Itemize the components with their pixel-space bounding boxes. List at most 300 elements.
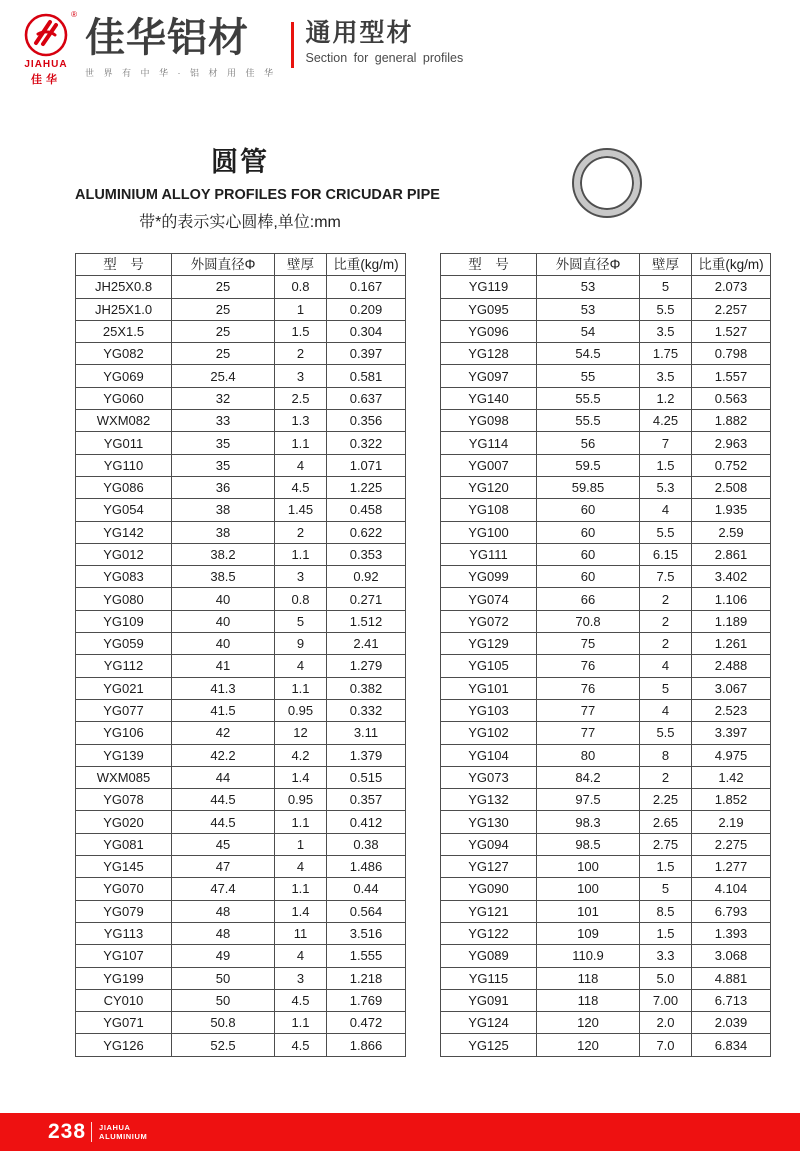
model-cell: YG119 [441,276,537,298]
weight-cell: 0.382 [327,677,406,699]
wall-thickness-cell: 1.1 [275,1012,327,1034]
weight-cell: 0.412 [327,811,406,833]
table-row [76,298,406,320]
diameter-cell: 52.5 [172,1034,275,1056]
weight-cell: 1.225 [327,476,406,498]
weight-cell: 0.44 [327,878,406,900]
wall-thickness-cell: 7.0 [640,1034,692,1056]
diameter-cell: 44.5 [172,811,275,833]
jiahua-logo-icon [23,10,77,58]
wall-thickness-cell: 2 [275,343,327,365]
wall-thickness-cell: 0.8 [275,588,327,610]
table-row [76,566,406,588]
model-cell: YG126 [76,1034,172,1056]
weight-cell: 0.322 [327,432,406,454]
table-row [76,276,406,298]
model-cell: YG074 [441,588,537,610]
wall-thickness-cell: 0.95 [275,789,327,811]
model-cell: YG080 [76,588,172,610]
wall-thickness-cell: 8.5 [640,900,692,922]
column-header: 壁厚 [640,254,692,276]
table-row [76,878,406,900]
weight-cell: 4.881 [692,967,771,989]
weight-cell: 6.834 [692,1034,771,1056]
table-row [76,1012,406,1034]
model-cell: WXM085 [76,766,172,788]
table-row [76,699,406,721]
weight-cell: 1.852 [692,789,771,811]
model-cell: YG104 [441,744,537,766]
diameter-cell: 59.85 [537,476,640,498]
diameter-cell: 76 [537,677,640,699]
diameter-cell: 98.5 [537,833,640,855]
footer-divider [91,1122,92,1142]
wall-thickness-cell: 4 [640,499,692,521]
model-cell: YG106 [76,722,172,744]
model-cell: YG121 [441,900,537,922]
wall-thickness-cell: 1.4 [275,766,327,788]
weight-cell: 1.277 [692,856,771,878]
diameter-cell: 53 [537,276,640,298]
diameter-cell: 98.3 [537,811,640,833]
diameter-cell: 41.3 [172,677,275,699]
table-row [441,432,771,454]
wall-thickness-cell: 1.1 [275,878,327,900]
wall-thickness-cell: 5 [275,610,327,632]
model-cell: YG098 [441,410,537,432]
weight-cell: 0.304 [327,320,406,342]
weight-cell: 1.935 [692,499,771,521]
weight-cell: 1.557 [692,365,771,387]
weight-cell: 0.92 [327,566,406,588]
table-row [441,922,771,944]
diameter-cell: 55.5 [537,387,640,409]
table-header-row [76,254,406,276]
diameter-cell: 35 [172,432,275,454]
model-cell: YG079 [76,900,172,922]
model-cell: YG096 [441,320,537,342]
weight-cell: 0.209 [327,298,406,320]
model-cell: YG091 [441,989,537,1011]
model-cell: YG095 [441,298,537,320]
diameter-cell: 54 [537,320,640,342]
model-cell: YG122 [441,922,537,944]
table-row [441,365,771,387]
model-cell: YG089 [441,945,537,967]
weight-cell: 2.508 [692,476,771,498]
table-row [441,789,771,811]
diameter-cell: 32 [172,387,275,409]
wall-thickness-cell: 5.5 [640,298,692,320]
weight-cell: 2.963 [692,432,771,454]
table-row [76,677,406,699]
model-cell: CY010 [76,989,172,1011]
table-row [76,967,406,989]
footer-brand-line2: ALUMINIUM [99,1132,148,1141]
wall-thickness-cell: 2.25 [640,789,692,811]
wall-thickness-cell: 3.3 [640,945,692,967]
model-cell: YG094 [441,833,537,855]
table-row [76,521,406,543]
wall-thickness-cell: 4.5 [275,989,327,1011]
table-row [76,856,406,878]
model-cell: YG107 [76,945,172,967]
diameter-cell: 25 [172,320,275,342]
wall-thickness-cell: 1.3 [275,410,327,432]
wall-thickness-cell: 1.5 [640,856,692,878]
weight-cell: 0.167 [327,276,406,298]
table-row [76,365,406,387]
weight-cell: 1.393 [692,922,771,944]
model-cell: YG130 [441,811,537,833]
weight-cell: 0.353 [327,543,406,565]
wall-thickness-cell: 2.0 [640,1012,692,1034]
table-row [76,432,406,454]
brand-block [85,12,277,79]
column-header: 外圆直径Φ [537,254,640,276]
table-row [441,588,771,610]
model-cell: YG060 [76,387,172,409]
diameter-cell: 48 [172,900,275,922]
diameter-cell: 40 [172,610,275,632]
diameter-cell: 60 [537,566,640,588]
wall-thickness-cell: 2 [640,766,692,788]
table-row [76,900,406,922]
weight-cell: 3.11 [327,722,406,744]
table-row [76,499,406,521]
diameter-cell: 44.5 [172,789,275,811]
footer-bar [0,1113,800,1151]
table-row [441,900,771,922]
model-cell: YG127 [441,856,537,878]
wall-thickness-cell: 7.5 [640,566,692,588]
weight-cell: 1.071 [327,454,406,476]
model-cell: YG110 [76,454,172,476]
model-cell: YG081 [76,833,172,855]
diameter-cell: 45 [172,833,275,855]
wall-thickness-cell: 4 [640,655,692,677]
diameter-cell: 25 [172,343,275,365]
wall-thickness-cell: 8 [640,744,692,766]
model-cell: YG101 [441,677,537,699]
table-row [441,343,771,365]
diameter-cell: 44 [172,766,275,788]
table-row [441,476,771,498]
model-cell: YG115 [441,967,537,989]
model-cell: YG145 [76,856,172,878]
model-cell: 25X1.5 [76,320,172,342]
weight-cell: 1.218 [327,967,406,989]
model-cell: YG086 [76,476,172,498]
diameter-cell: 42 [172,722,275,744]
table-row [76,989,406,1011]
model-cell: YG090 [441,878,537,900]
weight-cell: 0.564 [327,900,406,922]
table-row [76,1034,406,1056]
model-cell: JH25X1.0 [76,298,172,320]
jiahua-logo [15,12,77,87]
diameter-cell: 110.9 [537,945,640,967]
diameter-cell: 50 [172,989,275,1011]
diameter-cell: 60 [537,499,640,521]
wall-thickness-cell: 3 [275,365,327,387]
page-header [15,10,464,86]
diameter-cell: 80 [537,744,640,766]
table-row [441,989,771,1011]
diameter-cell: 49 [172,945,275,967]
wall-thickness-cell: 12 [275,722,327,744]
table-row [76,588,406,610]
model-cell: YG011 [76,432,172,454]
diameter-cell: 25.4 [172,365,275,387]
table-row [441,276,771,298]
column-header: 型 号 [441,254,537,276]
weight-cell: 1.189 [692,610,771,632]
table-row [441,633,771,655]
table-row [76,655,406,677]
model-cell: YG132 [441,789,537,811]
model-cell: YG114 [441,432,537,454]
wall-thickness-cell: 5 [640,677,692,699]
weight-cell: 0.332 [327,699,406,721]
weight-cell: 2.257 [692,298,771,320]
model-cell: YG128 [441,343,537,365]
model-cell: YG082 [76,343,172,365]
diameter-cell: 25 [172,276,275,298]
weight-cell: 2.861 [692,543,771,565]
wall-thickness-cell: 4 [275,655,327,677]
weight-cell: 0.356 [327,410,406,432]
diameter-cell: 100 [537,878,640,900]
diameter-cell: 47 [172,856,275,878]
weight-cell: 0.397 [327,343,406,365]
weight-cell: 1.379 [327,744,406,766]
wall-thickness-cell: 3.5 [640,365,692,387]
wall-thickness-cell: 1.5 [640,922,692,944]
column-header: 型 号 [76,254,172,276]
wall-thickness-cell: 5.0 [640,967,692,989]
section-block [306,12,464,65]
diameter-cell: 118 [537,989,640,1011]
table-row [441,766,771,788]
column-header: 比重(kg/m) [692,254,771,276]
wall-thickness-cell: 5 [640,276,692,298]
weight-cell: 2.41 [327,633,406,655]
model-cell: YG139 [76,744,172,766]
model-cell: YG083 [76,566,172,588]
table-row [76,410,406,432]
table-row [441,1012,771,1034]
weight-cell: 1.486 [327,856,406,878]
table-row [441,856,771,878]
model-cell: WXM082 [76,410,172,432]
model-cell: YG054 [76,499,172,521]
model-cell: YG069 [76,365,172,387]
diameter-cell: 38 [172,499,275,521]
diameter-cell: 40 [172,588,275,610]
weight-cell: 3.516 [327,922,406,944]
table-row [76,766,406,788]
table-row [441,677,771,699]
page-title: 圆管 [211,147,269,177]
weight-cell: 2.19 [692,811,771,833]
weight-cell: 1.555 [327,945,406,967]
wall-thickness-cell: 1.45 [275,499,327,521]
weight-cell: 0.637 [327,387,406,409]
table-row [76,387,406,409]
wall-thickness-cell: 2.5 [275,387,327,409]
wall-thickness-cell: 1.5 [640,454,692,476]
weight-cell: 0.563 [692,387,771,409]
weight-cell: 3.067 [692,677,771,699]
model-cell: YG070 [76,878,172,900]
weight-cell: 2.275 [692,833,771,855]
table-row [441,722,771,744]
model-cell: YG078 [76,789,172,811]
wall-thickness-cell: 4.5 [275,1034,327,1056]
registered-mark: ® [71,10,77,19]
table-row [76,543,406,565]
model-cell: YG120 [441,476,537,498]
model-cell: YG199 [76,967,172,989]
column-header: 外圆直径Φ [172,254,275,276]
weight-cell: 3.068 [692,945,771,967]
table-row [441,967,771,989]
page-title-block [75,140,440,232]
table-row [441,1034,771,1056]
table-row [441,410,771,432]
weight-cell: 0.515 [327,766,406,788]
diameter-cell: 38 [172,521,275,543]
weight-cell: 2.488 [692,655,771,677]
column-header: 壁厚 [275,254,327,276]
model-cell: YG111 [441,543,537,565]
model-cell: YG100 [441,521,537,543]
diameter-cell: 38.2 [172,543,275,565]
weight-cell: 4.104 [692,878,771,900]
wall-thickness-cell: 7.00 [640,989,692,1011]
wall-thickness-cell: 2 [275,521,327,543]
diameter-cell: 118 [537,967,640,989]
section-title-cn: 通用型材 [305,19,414,47]
table-row [441,811,771,833]
footer-brand [99,1123,147,1142]
diameter-cell: 42.2 [172,744,275,766]
model-cell: YG129 [441,633,537,655]
wall-thickness-cell: 2.65 [640,811,692,833]
model-cell: JH25X0.8 [76,276,172,298]
model-cell: YG097 [441,365,537,387]
diameter-cell: 50.8 [172,1012,275,1034]
weight-cell: 0.458 [327,499,406,521]
wall-thickness-cell: 1.4 [275,900,327,922]
diameter-cell: 47.4 [172,878,275,900]
unit-note: 带*的表示实心圆棒,单位:mm [139,214,341,231]
weight-cell: 0.798 [692,343,771,365]
model-cell: YG077 [76,699,172,721]
wall-thickness-cell: 7 [640,432,692,454]
table-row [76,476,406,498]
weight-cell: 6.793 [692,900,771,922]
table-row [76,945,406,967]
diameter-cell: 53 [537,298,640,320]
wall-thickness-cell: 4 [275,454,327,476]
table-row [441,878,771,900]
wall-thickness-cell: 5.5 [640,722,692,744]
table-row [76,922,406,944]
model-cell: YG099 [441,566,537,588]
wall-thickness-cell: 3.5 [640,320,692,342]
table-row [76,789,406,811]
model-cell: YG140 [441,387,537,409]
wall-thickness-cell: 2 [640,610,692,632]
wall-thickness-cell: 0.95 [275,699,327,721]
wall-thickness-cell: 4.25 [640,410,692,432]
wall-thickness-cell: 3 [275,967,327,989]
wall-thickness-cell: 6.15 [640,543,692,565]
pipe-ring-icon [574,150,640,216]
table-row [76,633,406,655]
diameter-cell: 101 [537,900,640,922]
model-cell: YG007 [441,454,537,476]
diameter-cell: 76 [537,655,640,677]
diameter-cell: 77 [537,722,640,744]
weight-cell: 2.073 [692,276,771,298]
diameter-cell: 97.5 [537,789,640,811]
diameter-cell: 60 [537,543,640,565]
diameter-cell: 120 [537,1034,640,1056]
weight-cell: 2.523 [692,699,771,721]
model-cell: YG073 [441,766,537,788]
table-header-row [441,254,771,276]
weight-cell: 2.59 [692,521,771,543]
wall-thickness-cell: 3 [275,566,327,588]
wall-thickness-cell: 4 [640,699,692,721]
model-cell: YG102 [441,722,537,744]
table-row [441,499,771,521]
weight-cell: 1.42 [692,766,771,788]
diameter-cell: 100 [537,856,640,878]
page-number: 238 [48,1120,87,1143]
wall-thickness-cell: 5.3 [640,476,692,498]
wall-thickness-cell: 4.5 [275,476,327,498]
diameter-cell: 70.8 [537,610,640,632]
table-row [76,833,406,855]
brand-tagline: 世 界 有 中 华 · 铝 材 用 佳 华 [85,68,277,78]
model-cell: YG105 [441,655,537,677]
diameter-cell: 120 [537,1012,640,1034]
table-row [441,945,771,967]
table-row [76,722,406,744]
diameter-cell: 33 [172,410,275,432]
diameter-cell: 50 [172,967,275,989]
model-cell: YG125 [441,1034,537,1056]
model-cell: YG112 [76,655,172,677]
diameter-cell: 40 [172,633,275,655]
wall-thickness-cell: 2 [640,588,692,610]
wall-thickness-cell: 1.5 [275,320,327,342]
table-row [441,655,771,677]
page-title-en: ALUMINIUM ALLOY PROFILES FOR CRICUDAR PIPE [75,187,440,203]
weight-cell: 1.769 [327,989,406,1011]
model-cell: YG109 [76,610,172,632]
weight-cell: 0.271 [327,588,406,610]
model-cell: YG113 [76,922,172,944]
table-row [441,610,771,632]
weight-cell: 1.882 [692,410,771,432]
table-row [76,454,406,476]
diameter-cell: 55 [537,365,640,387]
